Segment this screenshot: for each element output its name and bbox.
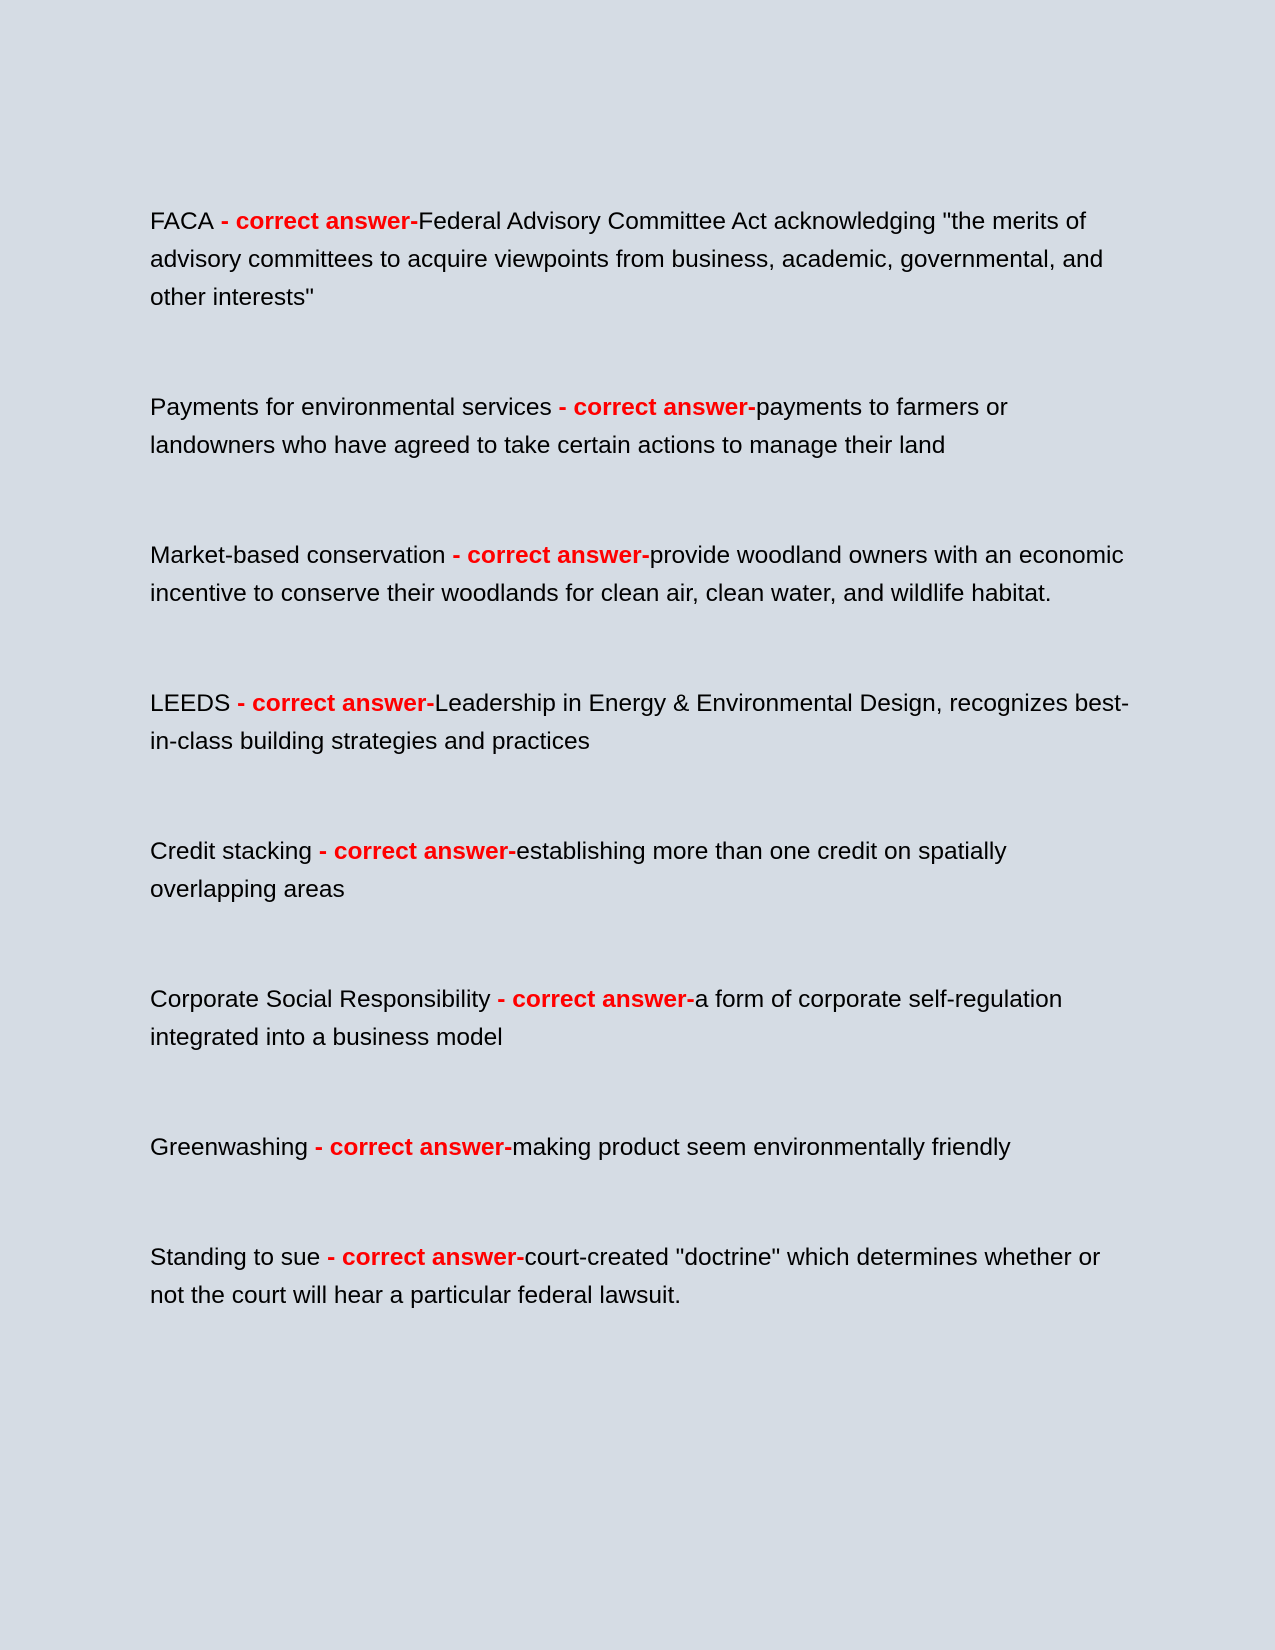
flashcard-entry — [150, 685, 1130, 761]
term: Standing to sue — [150, 1244, 321, 1271]
correct-answer-separator: - correct answer- — [230, 690, 435, 717]
flashcard-entry — [150, 537, 1130, 613]
definition: provide woodland owners with an economic incentive to conserve their woodlands for clean air, clean water, and wildlife habitat. — [150, 542, 1124, 607]
term: Greenwashing — [150, 1134, 308, 1161]
correct-answer-separator: - correct answer- — [445, 542, 650, 569]
correct-answer-separator: - correct answer- — [312, 838, 517, 865]
flashcard-entry — [150, 1129, 1130, 1167]
correct-answer-separator: - correct answer- — [551, 394, 756, 421]
definition: making product seem environmentally friendly — [512, 1134, 1011, 1161]
correct-answer-separator: - correct answer- — [214, 208, 419, 235]
definition: court-created "doctrine" which determines whether or not the court will hear a particular federal lawsuit. — [150, 1244, 1101, 1309]
term: Market-based conservation — [150, 542, 446, 569]
correct-answer-separator: - correct answer- — [490, 986, 695, 1013]
correct-answer-separator: - correct answer- — [320, 1244, 525, 1271]
flashcard-entry — [150, 203, 1130, 317]
definition: Federal Advisory Committee Act acknowledging "the merits of advisory committees to acquire viewpoints from business, academic, governmental, and other interests" — [150, 208, 1104, 311]
definition: establishing more than one credit on spatially overlapping areas — [150, 838, 1007, 903]
definition: Leadership in Energy & Environmental Design, recognizes best-in-class building strategies and practices — [150, 690, 1130, 755]
flashcard-entry — [150, 833, 1130, 909]
definition: a form of corporate self-regulation integrated into a business model — [150, 986, 1063, 1051]
definition: payments to farmers or landowners who have agreed to take certain actions to manage their land — [150, 394, 1008, 459]
flashcard-entry — [150, 1239, 1130, 1315]
document-page — [150, 203, 1130, 1315]
term: LEEDS — [150, 690, 231, 717]
flashcard-entry — [150, 981, 1130, 1057]
flashcard-entry — [150, 389, 1130, 465]
term: Payments for environmental services — [150, 394, 552, 421]
term: Credit stacking — [150, 838, 313, 865]
term: FACA — [150, 208, 214, 235]
term: Corporate Social Responsibility — [150, 986, 491, 1013]
correct-answer-separator: - correct answer- — [307, 1134, 513, 1161]
